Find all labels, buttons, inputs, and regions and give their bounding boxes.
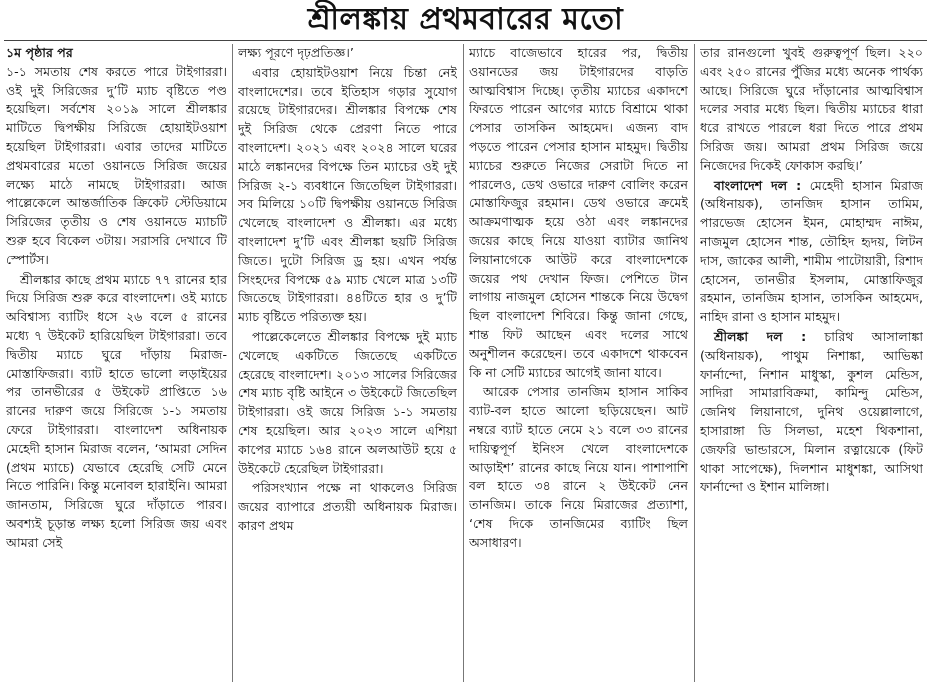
bangladesh-squad bbox=[700, 177, 923, 327]
headline-rule bbox=[4, 40, 927, 41]
paragraph: শ্রীলঙ্কার কাছে প্রথম ম্যাচে ৭৭ রানের হার দিয়ে সিরিজ শুরু করে বাংলাদেশ। ওই ম্যাচে অবিশ্বাস্য ব্যাটিং ধসে ২৬ বলে ৫ রানের মধ্যে ৭ উইকেট হারিয়েছিল টাইগাররা। তবে দ্বিতীয় ম্যাচে ঘুরে দাঁড়ায় মিরাজ-মোস্তাফিজরা। ব্যাট হাতে ভালো লড়াইয়ের পর তানভীরের ৫ উইকেট প্রাপ্তিতে ১৬ রানের দারুণ জয়ে সিরিজে ১-১ সমতায় ফেরে টাইগাররা। বাংলাদেশ অধিনায়ক মেহেদী হাসান মিরাজ বলেন, ‘আমরা সেদিন (প্রথম ম্যাচে) যেভাবে হেরেছি সেটি মেনে নিতে পারিনি। কিন্তু মনোবল হারাইনি। আমরা জানতাম, সিরিজে ঘুরে দাঁড়াতে পারব। অবশ্যই চূড়ান্ত লক্ষ্য হলো সিরিজ জয় এবং আমরা সেই bbox=[6, 271, 227, 550]
paragraph: পাল্লেকেলেতে শ্রীলঙ্কার বিপক্ষে দুই ম্যাচ খেলেছে একটিতে জিতেছে একটিতে হেরেছে বাংলাদেশ। ২০১৩ সালের সিরিজের শেষ ম্যাচ বৃষ্টি আইনে ৩ উইকেটে জিতেছিল টাইগাররা। ওই জয়ে সিরিজ ১-১ সমতায় শেষ হয়েছিল। আর ২০২৩ সালে এশিয়া কাপের ম্যাচে ১৬৪ রানে অলআউট হয়ে ৫ উইকেটে হেরেছিল টাইগাররা। bbox=[238, 328, 457, 476]
kicker: ১ম পৃষ্ঠার পর bbox=[6, 45, 73, 60]
column-3 bbox=[469, 44, 688, 684]
bangladesh-squad-list: মেহেদী হাসান মিরাজ (অধিনায়ক), তানজিদ হাসান তামিম, পারভেজ হোসেন ইমন, মোহাম্মদ নাঈম, নাজমুল হোসেন শান্ত, তৌহিদ হৃদয়, লিটন দাস, জাকের আলী, শামীম পাটোয়ারী, রিশাদ হোসেন, তানভীর ইসলাম, মোস্তাফিজুর রহমান, তানজিম হাসান, তাসকিন আহমেদ, নাহিদ রানা ও হাসান মাহমুদ। bbox=[700, 177, 923, 325]
srilanka-squad bbox=[700, 328, 923, 497]
paragraph: এবার হোয়াইটওয়াশ নিয়ে চিন্তা নেই বাংলাদেশের। তবে ইতিহাস গড়ার সুযোগ রয়েছে টাইগারদের। শ্রীলঙ্কার বিপক্ষে শেষ দুই সিরিজ থেকে প্রেরণা নিতে পারে বাংলাদেশ। ২০২১ এবং ২০২৪ সালে ঘরের মাঠে লঙ্কানদের বিপক্ষে তিন ম্যাচের ওই দুই সিরিজ ২-১ ব্যবধানে জিতেছিল টাইগাররা। সব মিলিয়ে ১০টি দ্বিপক্ষীয় ওয়ানডে সিরিজ খেলেছে বাংলাদেশ ও শ্রীলঙ্কা। এর মধ্যে বাংলাদেশ দু’টি এবং শ্রীলঙ্কা ছয়টি সিরিজ জিতে। দুটো সিরিজ ড্র হয়। এখন পর্যন্ত সিংহদের বিপক্ষে ৫৯ ম্যাচ খেলে মাত্র ১৩টি জিতেছে টাইগাররা। ৪৪টিতে হার ও দু’টি ম্যাচ বৃষ্টিতে পরিত্যক্ত হয়। bbox=[238, 64, 457, 325]
paragraph: লক্ষ্য পূরণে দৃঢ়প্রতিজ্ঞ।’ bbox=[238, 45, 354, 60]
paragraph: তার রানগুলো খুবই গুরুত্বপূর্ণ ছিল। ২২০ এবং ২৫০ রানের পুঁজির মধ্যে অনেক পার্থক্য আছে। সিরিজে ঘুরে দাঁড়ানোর আত্মবিশ্বাস দলের সবার মধ্যে ছিল। দ্বিতীয় ম্যাচের ধারা ধরে রাখতে পারলে ধরা দিতে পারে প্রথম সিরিজ জয়। আমরা প্রথম সিরিজ জয়ে নিজেদের দিকেই ফোকাস করছি।’ bbox=[700, 45, 923, 173]
column-4 bbox=[700, 44, 923, 684]
paragraph: পরিসংখ্যান পক্ষে না থাকলেও সিরিজ জয়ের ব্যাপারে প্রত্যয়ী অধিনায়ক মিরাজ। কারণ প্রথম bbox=[238, 480, 457, 533]
bangladesh-squad-label: বাংলাদেশ দল : bbox=[714, 177, 802, 193]
column-divider bbox=[694, 44, 695, 682]
paragraph bbox=[6, 44, 227, 270]
headline: শ্রীলঙ্কায় প্রথমবারের মতো bbox=[307, 2, 624, 37]
paragraph: ম্যাচে বাজেভাবে হারের পর, দ্বিতীয় ওয়ানডের জয় টাইগারদের বাড়তি আত্মবিশ্বাস দিচ্ছে। তৃতীয় ম্যাচের একাদশে ফিরতে পারেন আগের ম্যাচে বিশ্রামে থাকা পেসার তাসকিন আহমেদ। এজন্য বাদ পড়তে পারেন পেসার হাসান মাহমুদ। দ্বিতীয় ম্যাচের শুরুতে নিজের সেরাটা দিতে না পারলেও, ডেথ ওভারে দারুণ বোলিং করেন মোস্তাফিজুর রহমান। ডেথ ওভারে ক্রমেই আক্রমণাত্মক হয়ে ওঠা এবং লঙ্কানদের জয়ের কাছে নিয়ে যাওয়া ব্যাটার জানিথ লিয়ানাগেকে আউট করে বাংলাদেশকে জয়ের পথ দেখান ফিজ। পেশিতে টান লাগায় নাজমুল হোসেন শান্তকে নিয়ে উদ্বেগ ছিল বাংলাদেশ শিবিরে। কিন্তু জানা গেছে, শান্ত ফিট আছেন এবং দলের সাথে অনুশীলন করেছেন। তবে একাদশে থাকবেন কি না সেটি ম্যাচের আগেই জানা যাবে। bbox=[469, 45, 688, 380]
srilanka-squad-label: শ্রীলঙ্কা দল : bbox=[714, 328, 807, 344]
column-divider bbox=[463, 44, 464, 682]
column-divider bbox=[232, 44, 233, 682]
column-2 bbox=[238, 44, 457, 684]
srilanka-squad-list: চারিথ আসালাঙ্কা (অধিনায়ক), পাথুম নিশাঙ্কা, আভিষ্কা ফার্নান্দো, নিশান মাধুস্কা, কুশল মেন্ডিস, সাদিরা সামারাবিক্রমা, কামিন্দু মেন্ডিস, জেনিথ লিয়ানাগে, দুনিথ ওয়েল্লালাগে, হাসারাঙ্গা ডি সিলভা, মহেশ থিকশানা, জেফরি ভান্ডারসে, মিলান রত্নায়েকে (ফিট থাকা সাপেক্ষে), দিলশান মাধুশঙ্কা, আসিথা ফার্নান্দো ও ইশান মালিঙ্গা। bbox=[700, 328, 923, 495]
paragraph-text: ১-১ সমতায় শেষ করতে পারে টাইগাররা। ওই দুই সিরিজের দু’টি ম্যাচ বৃষ্টিতে পণ্ড হয়েছিল। সর্বশেষ ২০১৯ সালে শ্রীলঙ্কার মাটিতে দ্বিপক্ষীয় সিরিজে হোয়াইটওয়াশ হয়েছিল টাইগাররা। এবার তাদের মাটিতে প্রথমবারের মতো ওয়ানডে সিরিজ জয়ের লক্ষ্যে মাঠে নামছে টাইগাররা। আজ পাল্লেকেলে আন্তর্জাতিক ক্রিকেট স্টেডিয়ামে সিরিজের তৃতীয় ও শেষ ওয়ানডে ম্যাচটি শুরু হবে বিকেল ৩টায়। সরাসরি দেখাবে টি স্পোর্টস। bbox=[6, 63, 227, 267]
column-1 bbox=[6, 44, 227, 684]
paragraph: আরেক পেসার তানজিম হাসান সাকিব ব্যাট-বল হাতে আলো ছড়িয়েছেন। আট নম্বরে ব্যাট হাতে নেমে ২১ বলে ৩৩ রানের দায়িত্বপূর্ণ ইনিংস খেলে বাংলাদেশকে আড়াইশ’ রানের কাছে নিয়ে যান। পাশাপাশি বল হাতে ৩৪ রানে ২ উইকেট নেন তানজিম। তাকে নিয়ে মিরাজের প্রত্যাশা, ‘শেষ দিকে তানজিমের ব্যাটিং ছিল অসাধারণ। bbox=[469, 384, 688, 550]
